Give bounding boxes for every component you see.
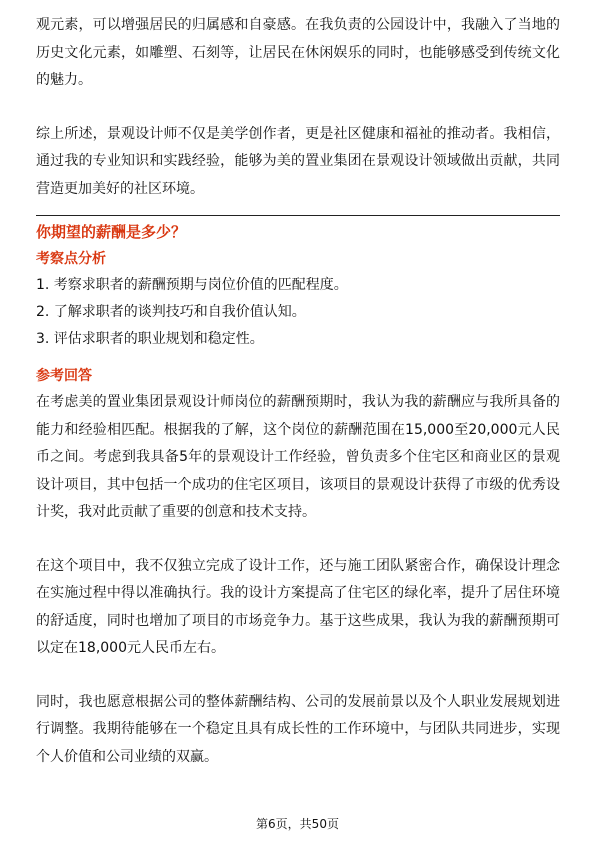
answer-paragraph: 在考虑美的置业集团景观设计师岗位的薪酬预期时，我认为我的薪酬应与我所具备的能力和经验相匹配。根据我的了解，这个岗位的薪酬范围在15,000至20,000元人民币之间。考虑到我具备5年的景观设计工作经验，曾负责多个住宅区和商业区的景观设计项目，其中包括一个成功的住宅区项目，该项目的景观设计获得了市级的优秀设计奖，我对此贡献了重要的创意和技术支持。 bbox=[36, 394, 560, 520]
answer-paragraph: 同时，我也愿意根据公司的整体薪酬结构、公司的发展前景以及个人职业发展规划进行调整。我期待能够在一个稳定且具有成长性的工作环境中，与团队共同进步，实现个人价值和公司业绩的双赢。 bbox=[36, 693, 560, 765]
answer-heading: 参考回答 bbox=[36, 368, 92, 384]
document-page bbox=[36, 12, 560, 771]
page-number: 第6页，共50页 bbox=[256, 817, 339, 831]
section-divider bbox=[36, 215, 560, 216]
answer-paragraph: 在这个项目中，我不仅独立完成了设计工作，还与施工团队紧密合作，确保设计理念在实施过程中得以准确执行。我的设计方案提高了住宅区的绿化率，提升了居住环境的舒适度，同时也增加了项目的市场竞争力。基于这些成果，我认为我的薪酬预期可以定在18,000元人民币左右。 bbox=[36, 557, 560, 656]
intro-paragraph-2: 综上所述，景观设计师不仅是美学创作者，更是社区健康和福祉的推动者。我相信，通过我的专业知识和实践经验，能够为美的置业集团在景观设计领域做出贡献，共同营造更加美好的社区环境。 bbox=[36, 125, 560, 197]
analysis-item: 3. 评估求职者的职业规划和稳定性。 bbox=[36, 331, 264, 347]
intro-paragraph-1: 观元素，可以增强居民的归属感和自豪感。在我负责的公园设计中，我融入了当地的历史文化元素，如雕塑、石刻等，让居民在休闲娱乐的同时，也能够感受到传统文化的魅力。 bbox=[36, 17, 560, 88]
analysis-item: 1. 考察求职者的薪酬预期与岗位价值的匹配程度。 bbox=[36, 277, 348, 293]
question-title: 你期望的薪酬是多少？ bbox=[36, 223, 187, 241]
analysis-heading: 考察点分析 bbox=[36, 251, 106, 267]
analysis-item: 2. 了解求职者的谈判技巧和自我价值认知。 bbox=[36, 304, 306, 320]
